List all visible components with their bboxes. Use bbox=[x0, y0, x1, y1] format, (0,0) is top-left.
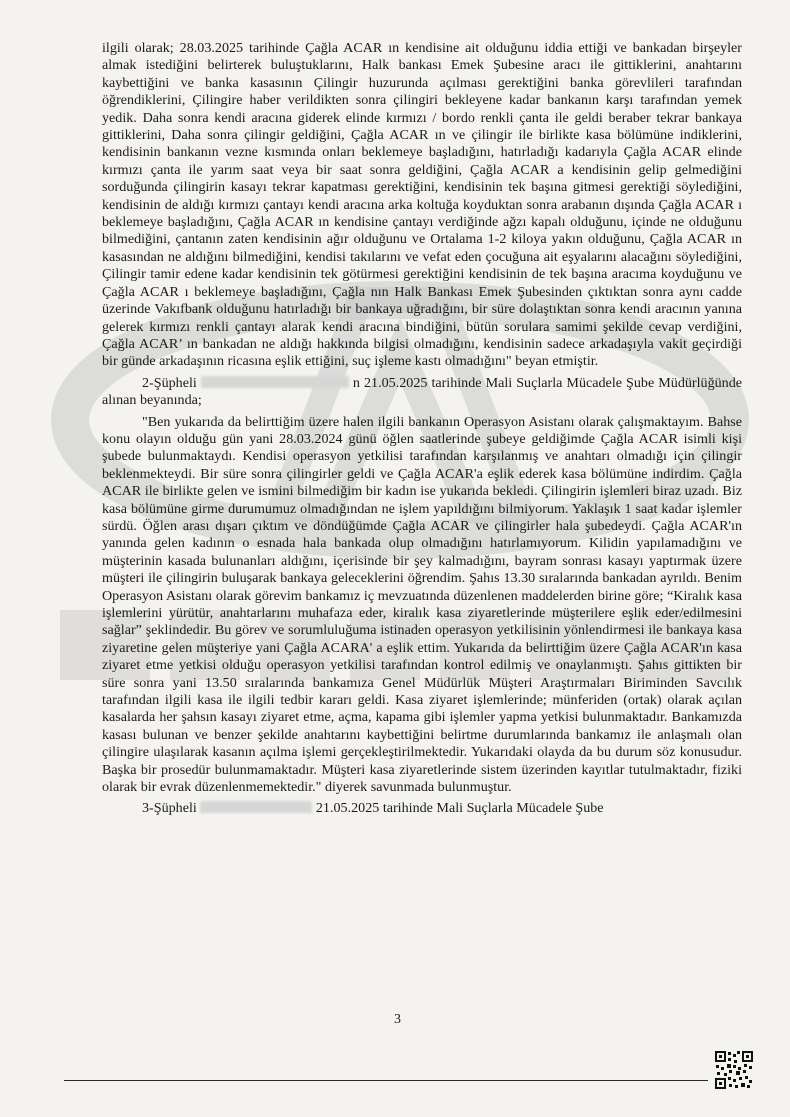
document-body bbox=[102, 40, 742, 818]
redacted-name bbox=[200, 801, 312, 813]
suspect-3-label: 3-Şüpheli bbox=[142, 800, 197, 817]
testimony-paragraph-1: ilgili olarak; 28.03.2025 tarihinde Çağla ACAR ın kendisine ait olduğunu iddia ettiği ve bankadan birşeyler almak istediğini belirterek buluştuklarını, Halk bankası Emek Şubesine aracı ile gittiklerini, anahtarını kaybettiğini ve banka kasasının Çilingir huzurunda açılması gerektiğini banka görevlileri tarafından öğrendiklerini, Çilingire haber verildikten sonra çilingiri bekleyene kadar bankanın karşı tarafından yemek yedik. Daha sonra kendi aracına giderek elinde kırmızı / bordo renkli çanta ile geldi beraber tekrar bankaya gittiklerini, Daha sonra çilingir geldiğini, Çağla ACAR ın ve çilingir ile birlikte kasa bölümüne indiklerini, kendisinin bankanın vezne kısmında onları beklemeye başladığını, hatırladığı kadarıyla Çağla ACAR elinde kırmızı çanta ile yarım saat veya bir saat sonra geldiğini, Çağla ACAR a kendisinin gelip gelmediğini sorduğunda çilingirin kasayı tekrar kapatması gerektiğini, kendisinin tek başına gitmesi gerektiği söylediğini, kendisinin de aldığı kırmızı çantayı kendi aracına arka koltuğa koyduktan sonra arabanın dışında Çağla ACAR ı beklemeye başladığını, Çağla ACAR ın kendisine çantayı verdiğinde ağzı kapalı olduğunu, içinde ne olduğunu bilmediğini, çantanın zaten kendisinin ağır olduğunu ve Ortalama 1-2 kiloya yakın olduğunu, Çağla ACAR ın kasasından ne aldığını bilmediğini, kendisi takılarını ve vefat eden çocuğuna ait eşyalarını alacağını söylediğini, Çilingir tamir edene kadar kendisinin tek götürmesi gerektiğini kendisinin de tek başına aracıma koyduğunu ve Çağla ACAR ı beklemeye başladığını, Çağla nın Halk Bankası Emek Şubesinden çıktıktan sonra aynı cadde üzerinde Vakıfbank olduğunu hatırladığı bir bankaya uğradığını, bir süre dolaştıktan sonra kendi aracının yanına gelerek kırmızı renkli çantayı alarak kendi aracına bindiğini, bütün sorulara samimi şekilde cevap verdiğini, Çağla ACAR’ ın bankadan ne aldığı hakkında bilgisi olmadığını, kendisinin sadece arkadaşıyla vakit geçirdiği bir günde arkadaşının ricasına eşlik ettiğini, suç işleme kastı olmadığını" beyan etmiştir. bbox=[102, 40, 742, 370]
suspect-2-heading-rest: n 21.05.2025 tarihinde Mali Suçlarla Mücadele Şube Müdürlüğünde alınan beyanında; bbox=[102, 374, 743, 409]
suspect-2-label: 2-Şüpheli bbox=[142, 374, 197, 391]
qr-code-icon bbox=[714, 1050, 754, 1090]
redacted-name bbox=[201, 376, 349, 388]
suspect-2-statement: "Ben yukarıda da belirttiğim üzere halen ilgili bankanın Operasyon Asistanı olarak çalışmaktayım. Bahse konu olayın olduğu gün yani 28.03.2024 günü öğlen saatlerinde şubeye geldiğimde Çağla ACAR isimli kişi şubede bulunmaktaydı. Kendisi operasyon yetkilisi tarafından karşılanmış ve anahtarı olmadığı için çilingir beklenmekteydi. Bir süre sonra çilingirler geldi ve Çağla ACAR'a eşlik ederek kasa bölümüne indirdim. Çağla ACAR ile birlikte gelen ve ismini bilmediğim bir kadın ise yukarıda bekledi. Çilingirin işlemleri biraz uzadı. Biz kasa bölümüne girme durumumuz olmadığından ne işlem yapıldığını bilmiyorum. Yaklaşık 1 saat kadar işlemler sürdü. Öğlen arası dışarı çıktım ve döndüğümde Çağla ACAR ve çilingirler hala şubedeydi. Çağla ACAR'ın yanında gelen kadının o esnada hala bankada olup olmadığını hatırlamıyorum. Kilidin yapılamadığını ve müşterinin kasada bulunanları aldığını, içerisinde bir şey kalmadığını, bayram sonrası kasayı yaptırmak üzere müşteri ile çilingirin buluşarak bankaya geleceklerini öğrendim. Şahıs 13.30 sıralarında bankadan ayrıldı. Benim Operasyon Asistanı olarak görevim bankamız iç mevzuatında düzenlenen maddelerden birine göre; “Kiralık kasa işlemlerini yürütür, anahtarlarını muhafaza eder, kiralık kasa ziyaretlerinde müşterilere eşlik eder/edilmesini sağlar” şeklindedir. Bu görev ve sorumluluğuma istinaden operasyon yetkilisinin yönlendirmesi ile bankaya kasa ziyaretine gelen müşteriye yani Çağla ACARA' a eşlik ettim. Yukarıda da belirttiğim üzere Çağla ACAR'ın kasa ziyaret etme yetkisi olduğu operasyon yetkilisi tarafından kontrol edilmiş ve onaylanmıştı. Şahıs gittikten bir süre sonra yani 13.50 sıralarında bankamıza Genel Müdürlük Müşteri Araştırmaları Biriminden Savcılık tarafından ilgili kasa ile ilgili tedbir kararı geldi. Kasa ziyaret işlemlerinde; münferiden (ortak) olarak açılan kasalarda her şahsın kasayı ziyaret etme, açma, kapama gibi işlemler yapma yetkisi bulunmaktadır. Bankamızda kasası bulunan ve benzer şekilde anahtarını kaybettiğini belirtme durumlarında bankamız ile anlaşmalı olan çilingire ulaşılarak kasanın açılma işlemi gerçekleştirilmektedir. Yukarıdaki olayda da bu durum söz konusudur. Başka bir prosedür bulunmamaktadır. Müşteri kasa ziyaretlerinde sistem üzerinden kayıtlar tutulmaktadır, fiziki olarak bir evrak düzenlenmemektedir." diyerek savunmada bulunmuştur. bbox=[102, 413, 742, 796]
suspect-3-heading-rest: 21.05.2025 tarihinde Mali Suçlarla Mücadele Şube bbox=[315, 800, 604, 817]
suspect-2-heading bbox=[102, 375, 742, 410]
suspect-3-heading bbox=[102, 800, 742, 817]
page-number: 3 bbox=[394, 1012, 401, 1027]
footer-divider bbox=[64, 1080, 708, 1081]
